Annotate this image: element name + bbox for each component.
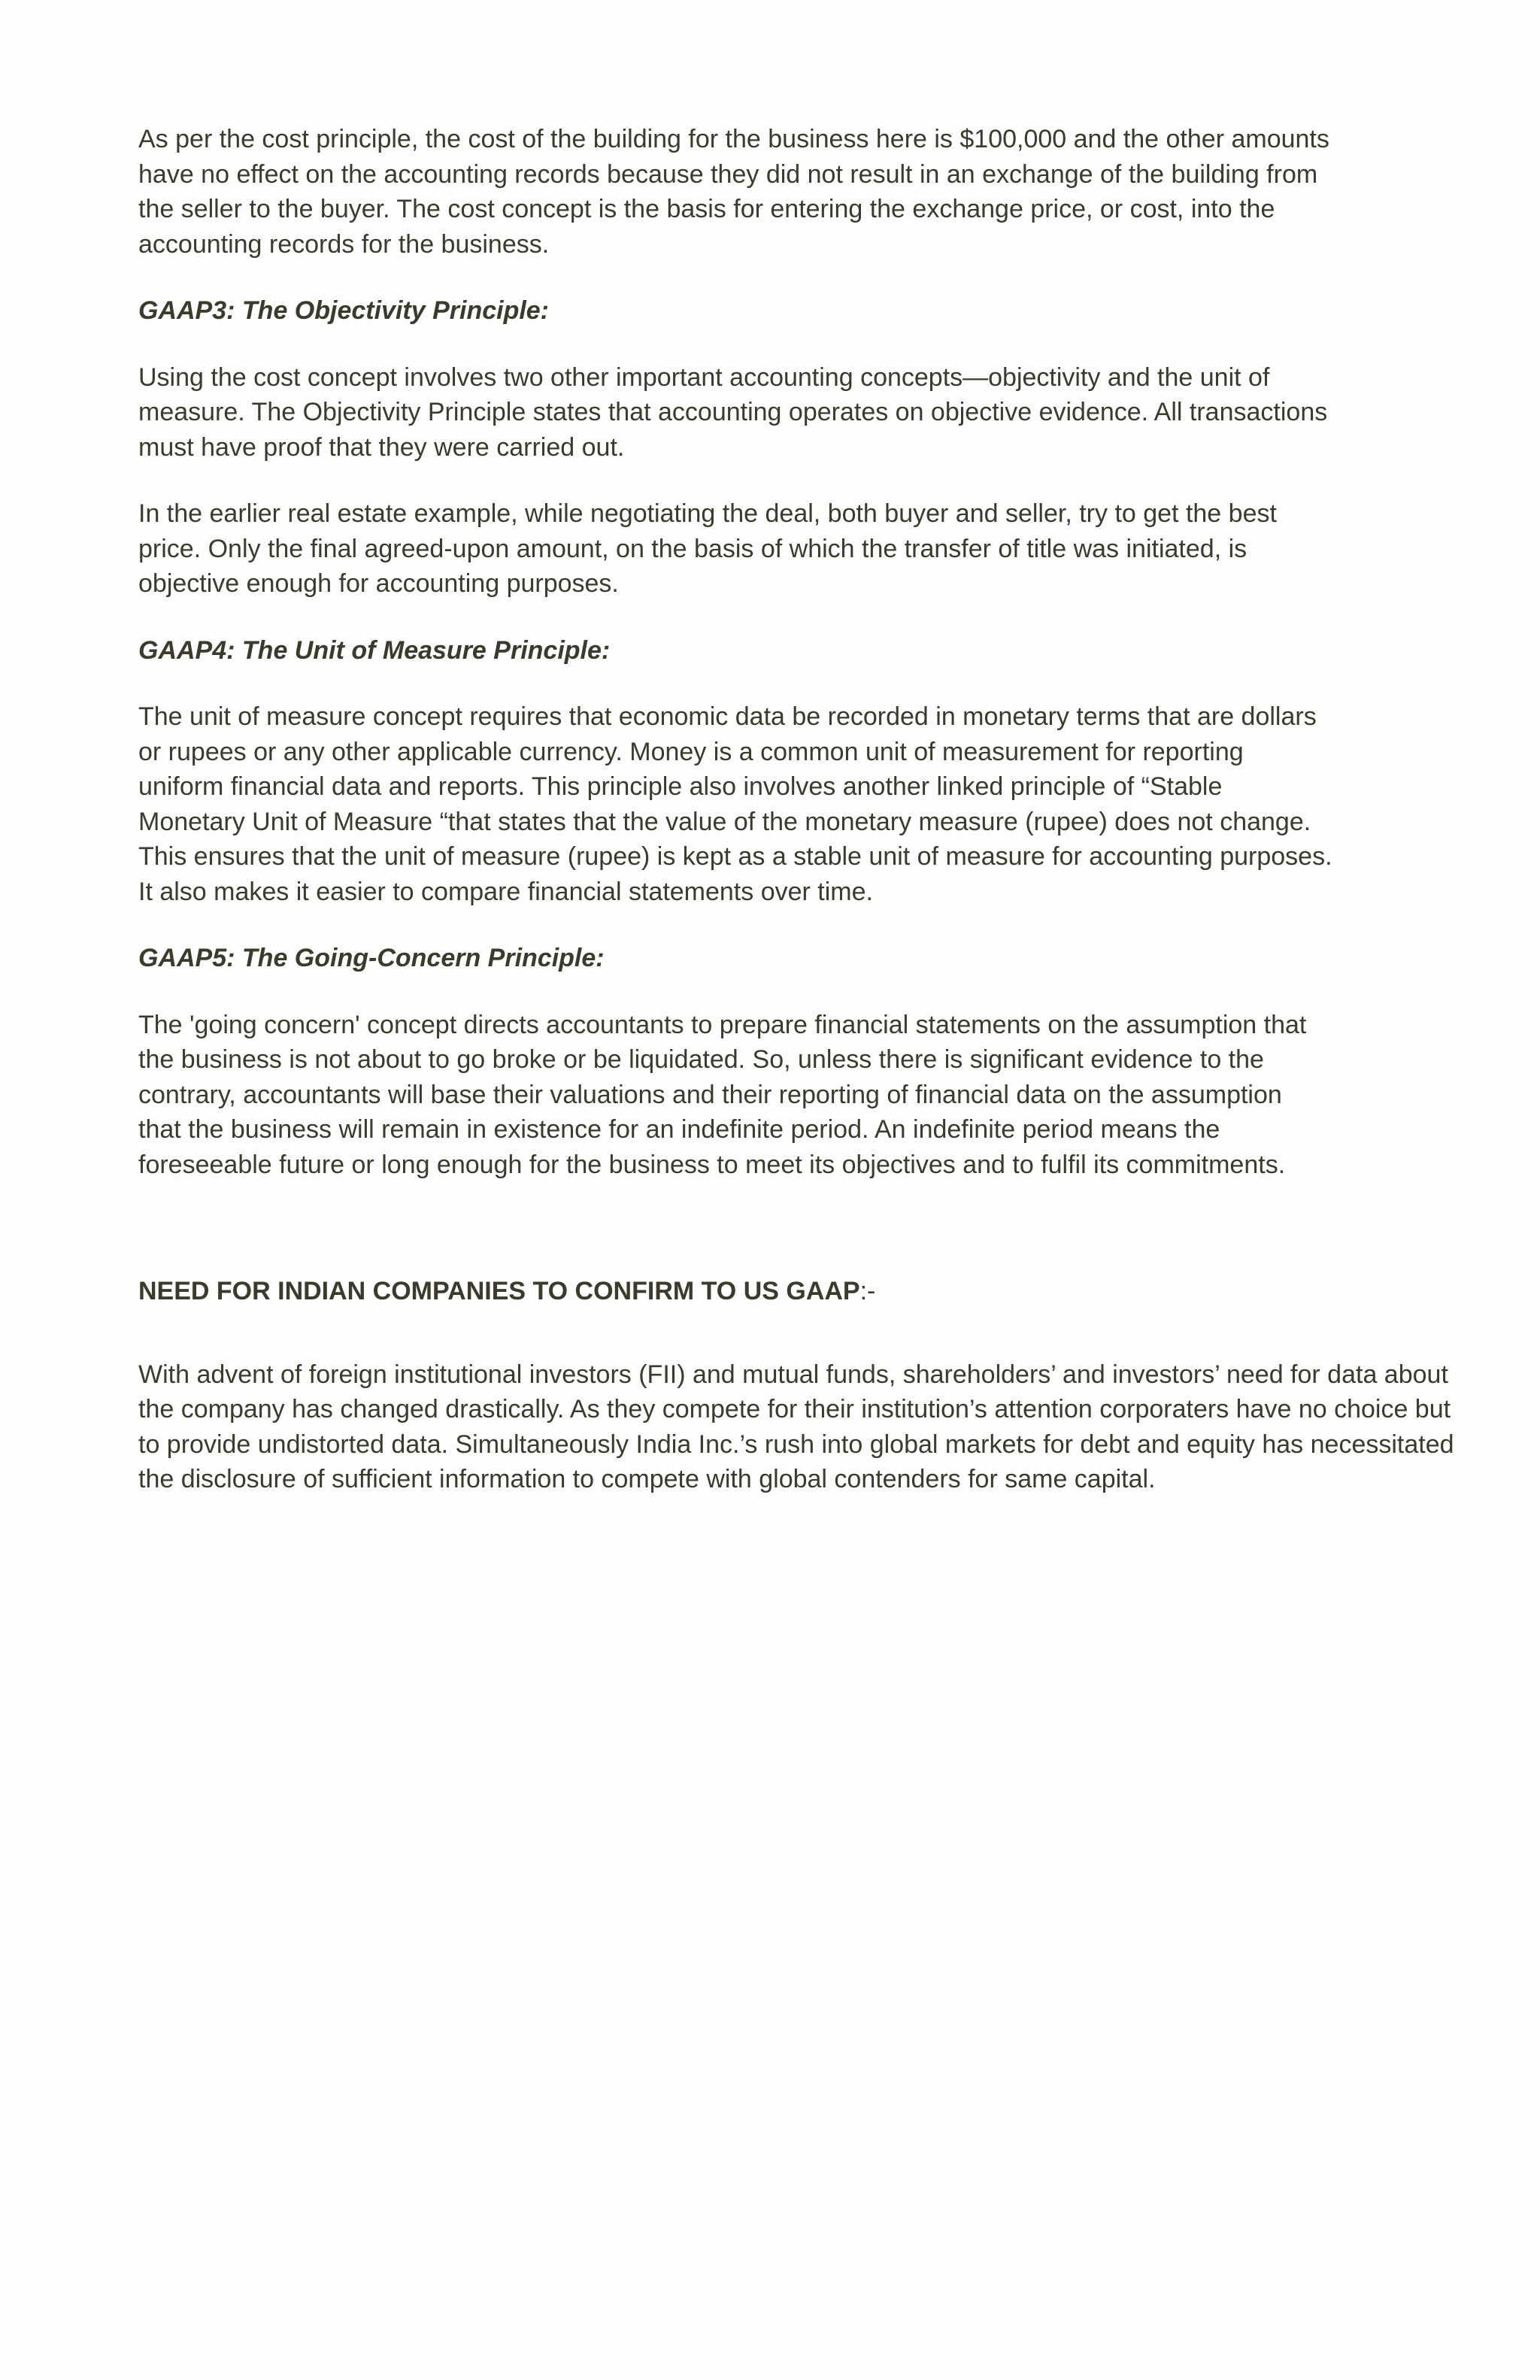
text-line: have no effect on the accounting records because they did not result in an exchange of the building from xyxy=(138,159,1318,189)
text-line: objective enough for accounting purposes. xyxy=(138,569,619,598)
text-line: accounting records for the business. xyxy=(138,229,550,259)
text-line: foreseeable future or long enough for the business to meet its objectives and to fulfil its commitments. xyxy=(138,1150,1286,1179)
heading-gaap4: GAAP4: The Unit of Measure Principle: xyxy=(138,635,611,665)
text-line: This ensures that the unit of measure (rupee) is kept as a stable unit of measure for accounting purposes. xyxy=(138,842,1332,871)
text-line: contrary, accountants will base their valuations and their reporting of financial data on the assumption xyxy=(138,1080,1282,1109)
text-line: It also makes it easier to compare financial statements over time. xyxy=(138,877,873,906)
text-line: Monetary Unit of Measure “that states that the value of the monetary measure (rupee) does not change. xyxy=(138,807,1311,836)
text-line: the company has changed drastically. As they compete for their institution’s attention corporaters have no choice but xyxy=(138,1395,1451,1423)
text-line: must have proof that they were carried out. xyxy=(138,432,625,462)
heading-need-text: NEED FOR INDIAN COMPANIES TO CONFIRM TO US GAAP xyxy=(138,1277,860,1305)
paragraph-need xyxy=(138,1357,1540,1497)
paragraph-going-concern xyxy=(138,1008,1540,1183)
text-line: The 'going concern' concept directs accountants to prepare financial statements on the assumption that xyxy=(138,1010,1307,1039)
paragraph-objectivity-2 xyxy=(138,496,1540,602)
text-line: In the earlier real estate example, while negotiating the deal, both buyer and seller, try to get the best xyxy=(138,499,1277,528)
heading-need-suffix: :- xyxy=(859,1277,876,1305)
text-line: uniform financial data and reports. This principle also involves another linked principle of “Stable xyxy=(138,772,1223,801)
text-line: Using the cost concept involves two other important accounting concepts—objectivity and the unit of xyxy=(138,362,1270,392)
text-line: the disclosure of sufficient information to compete with global contenders for same capital. xyxy=(138,1465,1156,1493)
text-line: to provide undistorted data. Simultaneously India Inc.’s rush into global markets for debt and equity has necessitated xyxy=(138,1430,1454,1459)
text-line: The unit of measure concept requires that economic data be recorded in monetary terms that are dollars xyxy=(138,702,1317,731)
paragraph-objectivity-1 xyxy=(138,360,1540,465)
heading-gaap3: GAAP3: The Objectivity Principle: xyxy=(138,296,550,325)
paragraph-cost-principle xyxy=(138,122,1540,262)
text-line: As per the cost principle, the cost of the building for the business here is $100,000 and the other amounts xyxy=(138,125,1329,153)
text-line: the seller to the buyer. The cost concept is the basis for entering the exchange price, or cost, into the xyxy=(138,195,1275,223)
document-body xyxy=(138,122,1540,1497)
text-line: price. Only the final agreed-upon amount, on the basis of which the transfer of title was initiated, is xyxy=(138,534,1247,563)
heading-gaap5: GAAP5: The Going-Concern Principle: xyxy=(138,944,605,972)
paragraph-unit-of-measure xyxy=(138,699,1540,909)
text-line: that the business will remain in existence for an indefinite period. An indefinite period means the xyxy=(138,1115,1220,1144)
text-line: or rupees or any other applicable currency. Money is a common unit of measurement for reporting xyxy=(138,737,1244,766)
text-line: measure. The Objectivity Principle states that accounting operates on objective evidence. All transactions xyxy=(138,398,1328,426)
text-line: the business is not about to go broke or be liquidated. So, unless there is significant evidence to the xyxy=(138,1045,1264,1074)
text-line: With advent of foreign institutional investors (FII) and mutual funds, shareholders’ and investors’ need for data about xyxy=(138,1360,1448,1389)
heading-need-indian-companies xyxy=(138,1274,1540,1309)
